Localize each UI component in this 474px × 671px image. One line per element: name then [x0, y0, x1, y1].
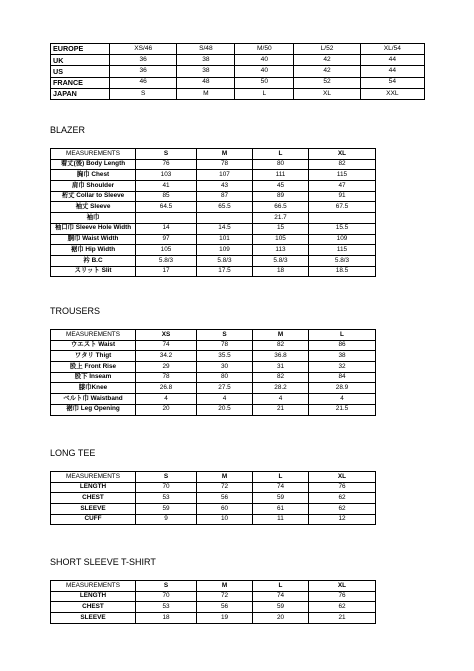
- long-tee-body: [51, 482, 376, 525]
- cell-value: 107: [197, 170, 253, 181]
- trousers-section: [50, 306, 376, 416]
- cell-value: 38: [177, 55, 235, 66]
- cell-value: 46: [109, 77, 176, 88]
- table-row: [51, 159, 376, 170]
- long-tee-title: LONG TEE: [50, 448, 96, 458]
- cell-value: M/50: [235, 44, 294, 55]
- table-row: [51, 255, 376, 266]
- table-row: [51, 493, 376, 504]
- table-row: [51, 77, 425, 88]
- row-label: CHEST: [51, 493, 136, 504]
- header-size: S: [136, 149, 197, 160]
- cell-value: XL/54: [360, 44, 424, 55]
- header-measurements: MEASUREMENTS: [51, 581, 136, 592]
- size-conversion-section: [50, 43, 425, 100]
- row-label: 胸巾 Chest: [51, 170, 136, 181]
- long-tee-table: [50, 471, 376, 525]
- table-row: [51, 482, 376, 493]
- cell-value: 103: [136, 170, 197, 181]
- row-label: 裄丈 Collar to Sleeve: [51, 191, 136, 202]
- header-size: XL: [309, 149, 376, 160]
- cell-value: 11: [253, 514, 309, 525]
- cell-value: 89: [253, 191, 309, 202]
- header-size: L: [253, 149, 309, 160]
- cell-value: 80: [197, 372, 253, 383]
- cell-value: [197, 213, 253, 224]
- cell-value: 61: [253, 504, 309, 515]
- cell-value: [136, 213, 197, 224]
- header-size: S: [136, 581, 197, 592]
- table-row: [51, 44, 425, 55]
- table-row: [51, 372, 376, 383]
- cell-value: 59: [253, 493, 309, 504]
- cell-value: 56: [197, 602, 253, 613]
- cell-value: 72: [197, 591, 253, 602]
- row-label: CHEST: [51, 602, 136, 613]
- cell-value: 87: [197, 191, 253, 202]
- short-sleeve-section: [50, 557, 376, 624]
- header-row: [51, 472, 376, 483]
- row-label: US: [51, 66, 110, 77]
- trousers-header: [51, 330, 376, 341]
- row-label: 股上 Front Rise: [51, 362, 136, 373]
- blazer-body: [51, 159, 376, 277]
- short-sleeve-table: [50, 580, 376, 624]
- table-row: [51, 602, 376, 613]
- table-row: [51, 394, 376, 405]
- short-sleeve-body: [51, 591, 376, 623]
- row-label: ウエスト Waist: [51, 340, 136, 351]
- cell-value: 31: [253, 362, 309, 373]
- cell-value: 111: [253, 170, 309, 181]
- cell-value: S: [109, 88, 176, 99]
- cell-value: 74: [136, 340, 197, 351]
- row-label: FRANCE: [51, 77, 110, 88]
- cell-value: 38: [309, 351, 376, 362]
- trousers-body: [51, 340, 376, 415]
- header-measurements: MEASUREMENTS: [51, 330, 136, 341]
- cell-value: 59: [253, 602, 309, 613]
- cell-value: 66.5: [253, 202, 309, 213]
- header-size: L: [309, 330, 376, 341]
- table-row: [51, 223, 376, 234]
- cell-value: XL: [294, 88, 360, 99]
- header-size: S: [197, 330, 253, 341]
- cell-value: 36.8: [253, 351, 309, 362]
- cell-value: 74: [253, 482, 309, 493]
- row-label: スリット Slit: [51, 266, 136, 277]
- cell-value: 80: [253, 159, 309, 170]
- row-label: 裾巾 Leg Opening: [51, 404, 136, 415]
- cell-value: 115: [309, 245, 376, 256]
- cell-value: 18.5: [309, 266, 376, 277]
- cell-value: 78: [197, 340, 253, 351]
- cell-value: 42: [294, 66, 360, 77]
- header-size: XL: [309, 581, 376, 592]
- cell-value: 64.5: [136, 202, 197, 213]
- row-label: SLEEVE: [51, 504, 136, 515]
- cell-value: 105: [136, 245, 197, 256]
- header-size: M: [197, 581, 253, 592]
- blazer-title: BLAZER: [50, 125, 86, 135]
- table-row: [51, 591, 376, 602]
- table-row: [51, 55, 425, 66]
- table-row: [51, 245, 376, 256]
- header-size: L: [253, 581, 309, 592]
- cell-value: 34.2: [136, 351, 197, 362]
- cell-value: 36: [109, 66, 176, 77]
- cell-value: 27.5: [197, 383, 253, 394]
- cell-value: 67.5: [309, 202, 376, 213]
- row-label: 股下 Inseam: [51, 372, 136, 383]
- row-label: CUFF: [51, 514, 136, 525]
- row-label: SLEEVE: [51, 613, 136, 624]
- cell-value: M: [177, 88, 235, 99]
- short-sleeve-header: [51, 581, 376, 592]
- table-row: [51, 613, 376, 624]
- cell-value: 21.7: [253, 213, 309, 224]
- cell-value: 14: [136, 223, 197, 234]
- cell-value: 4: [136, 394, 197, 405]
- cell-value: 109: [309, 234, 376, 245]
- cell-value: 113: [253, 245, 309, 256]
- cell-value: 5.8/3: [136, 255, 197, 266]
- row-label: EUROPE: [51, 44, 110, 55]
- table-row: [51, 234, 376, 245]
- trousers-table: [50, 329, 376, 416]
- cell-value: 97: [136, 234, 197, 245]
- cell-value: 42: [294, 55, 360, 66]
- row-label: 衿 B.C: [51, 255, 136, 266]
- row-label: ベルト巾 Waistband: [51, 394, 136, 405]
- cell-value: 20: [253, 613, 309, 624]
- row-label: 袖巾: [51, 213, 136, 224]
- table-row: [51, 181, 376, 192]
- table-row: [51, 66, 425, 77]
- cell-value: 52: [294, 77, 360, 88]
- cell-value: 45: [253, 181, 309, 192]
- cell-value: 15.5: [309, 223, 376, 234]
- table-row: [51, 191, 376, 202]
- cell-value: 44: [360, 55, 424, 66]
- header-size: S: [136, 472, 197, 483]
- cell-value: 82: [309, 159, 376, 170]
- cell-value: 48: [177, 77, 235, 88]
- header-measurements: MEASUREMENTS: [51, 472, 136, 483]
- cell-value: 78: [197, 159, 253, 170]
- table-row: [51, 362, 376, 373]
- cell-value: 18: [136, 613, 197, 624]
- row-label: UK: [51, 55, 110, 66]
- table-row: [51, 213, 376, 224]
- cell-value: 59: [136, 504, 197, 515]
- table-row: [51, 170, 376, 181]
- table-row: [51, 504, 376, 515]
- cell-value: 53: [136, 493, 197, 504]
- blazer-header: [51, 149, 376, 160]
- cell-value: 35.5: [197, 351, 253, 362]
- cell-value: 4: [197, 394, 253, 405]
- cell-value: 10: [197, 514, 253, 525]
- header-size: XS: [136, 330, 197, 341]
- cell-value: L/52: [294, 44, 360, 55]
- cell-value: 47: [309, 181, 376, 192]
- cell-value: 44: [360, 66, 424, 77]
- cell-value: 85: [136, 191, 197, 202]
- cell-value: 28.2: [253, 383, 309, 394]
- blazer-section: [50, 125, 376, 277]
- cell-value: 105: [253, 234, 309, 245]
- header-size: M: [253, 330, 309, 341]
- cell-value: 5.8/3: [197, 255, 253, 266]
- row-label: 胴巾 Waist Width: [51, 234, 136, 245]
- cell-value: 18: [253, 266, 309, 277]
- cell-value: 41: [136, 181, 197, 192]
- long-tee-header: [51, 472, 376, 483]
- cell-value: XXL: [360, 88, 424, 99]
- cell-value: 86: [309, 340, 376, 351]
- cell-value: [309, 213, 376, 224]
- row-label: JAPAN: [51, 88, 110, 99]
- row-label: 裾巾 Hip Width: [51, 245, 136, 256]
- cell-value: 72: [197, 482, 253, 493]
- row-label: 袖丈 Sleeve: [51, 202, 136, 213]
- cell-value: 60: [197, 504, 253, 515]
- table-row: [51, 383, 376, 394]
- header-row: [51, 581, 376, 592]
- cell-value: 30: [197, 362, 253, 373]
- cell-value: 62: [309, 602, 376, 613]
- cell-value: 50: [235, 77, 294, 88]
- cell-value: 21: [253, 404, 309, 415]
- cell-value: L: [235, 88, 294, 99]
- cell-value: 65.5: [197, 202, 253, 213]
- header-size: XL: [309, 472, 376, 483]
- cell-value: 82: [253, 372, 309, 383]
- cell-value: 28.9: [309, 383, 376, 394]
- cell-value: 84: [309, 372, 376, 383]
- cell-value: 5.8/3: [253, 255, 309, 266]
- cell-value: 76: [136, 159, 197, 170]
- cell-value: 115: [309, 170, 376, 181]
- size-conversion-body: [51, 44, 425, 100]
- cell-value: 17: [136, 266, 197, 277]
- header-size: M: [197, 149, 253, 160]
- table-row: [51, 404, 376, 415]
- cell-value: 26.8: [136, 383, 197, 394]
- row-label: LENGTH: [51, 591, 136, 602]
- cell-value: 78: [136, 372, 197, 383]
- long-tee-section: [50, 448, 376, 525]
- table-row: [51, 88, 425, 99]
- cell-value: 14.5: [197, 223, 253, 234]
- cell-value: 36: [109, 55, 176, 66]
- row-label: ワタリ Thigt: [51, 351, 136, 362]
- blazer-table: [50, 148, 376, 277]
- cell-value: 4: [253, 394, 309, 405]
- cell-value: 20.5: [197, 404, 253, 415]
- cell-value: 21: [309, 613, 376, 624]
- cell-value: 40: [235, 66, 294, 77]
- cell-value: 38: [177, 66, 235, 77]
- cell-value: 20: [136, 404, 197, 415]
- cell-value: 101: [197, 234, 253, 245]
- cell-value: 70: [136, 482, 197, 493]
- cell-value: 62: [309, 493, 376, 504]
- cell-value: 91: [309, 191, 376, 202]
- cell-value: 32: [309, 362, 376, 373]
- cell-value: XS/46: [109, 44, 176, 55]
- cell-value: 43: [197, 181, 253, 192]
- size-conversion-table: [50, 43, 425, 100]
- cell-value: 62: [309, 504, 376, 515]
- row-label: 肩巾 Shoulder: [51, 181, 136, 192]
- cell-value: 9: [136, 514, 197, 525]
- header-measurements: MEASUREMENTS: [51, 149, 136, 160]
- table-row: [51, 202, 376, 213]
- cell-value: 17.5: [197, 266, 253, 277]
- header-row: [51, 330, 376, 341]
- cell-value: 53: [136, 602, 197, 613]
- cell-value: S/48: [177, 44, 235, 55]
- cell-value: 74: [253, 591, 309, 602]
- cell-value: 54: [360, 77, 424, 88]
- cell-value: 40: [235, 55, 294, 66]
- cell-value: 76: [309, 482, 376, 493]
- cell-value: 12: [309, 514, 376, 525]
- table-row: [51, 351, 376, 362]
- cell-value: 76: [309, 591, 376, 602]
- table-row: [51, 340, 376, 351]
- row-label: 着丈(後) Body Length: [51, 159, 136, 170]
- cell-value: 4: [309, 394, 376, 405]
- cell-value: 109: [197, 245, 253, 256]
- table-row: [51, 266, 376, 277]
- header-size: M: [197, 472, 253, 483]
- cell-value: 21.5: [309, 404, 376, 415]
- row-label: 膝巾Knee: [51, 383, 136, 394]
- cell-value: 29: [136, 362, 197, 373]
- cell-value: 56: [197, 493, 253, 504]
- short-sleeve-title: SHORT SLEEVE T-SHIRT: [50, 557, 156, 567]
- cell-value: 82: [253, 340, 309, 351]
- row-label: 袖口巾 Sleeve Hole Width: [51, 223, 136, 234]
- row-label: LENGTH: [51, 482, 136, 493]
- cell-value: 5.8/3: [309, 255, 376, 266]
- header-row: [51, 149, 376, 160]
- cell-value: 19: [197, 613, 253, 624]
- cell-value: 15: [253, 223, 309, 234]
- cell-value: 70: [136, 591, 197, 602]
- table-row: [51, 514, 376, 525]
- header-size: L: [253, 472, 309, 483]
- trousers-title: TROUSERS: [50, 306, 101, 316]
